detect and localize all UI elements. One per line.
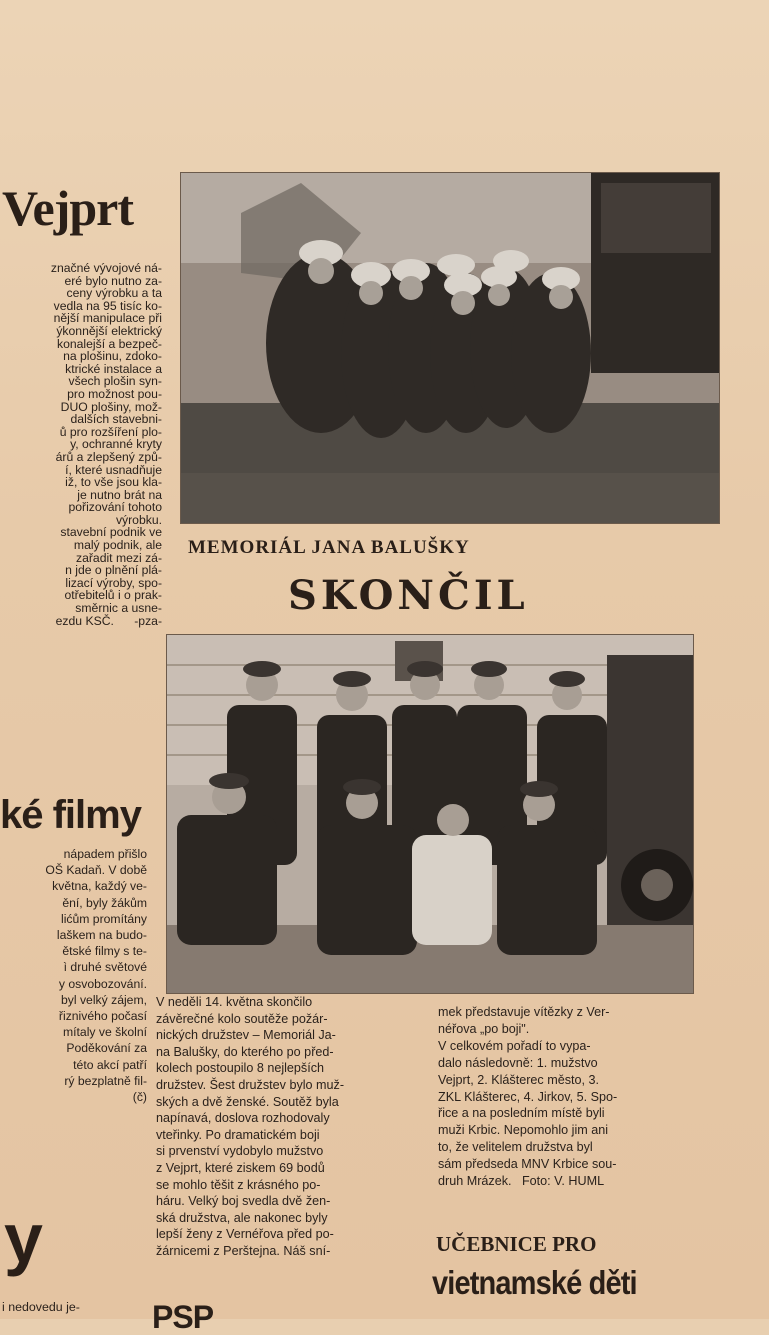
text-line: y osvobozování. xyxy=(58,976,147,991)
text-line: V celkovém pořadí to vypa- xyxy=(438,1038,591,1053)
text-line: y, ochranné kryty xyxy=(70,437,162,452)
text-line: rý bezplatně fil- xyxy=(64,1073,147,1088)
text-line: dalších stavebni- xyxy=(70,412,162,427)
article-kicker: MEMORIÁL JANA BALUŠKY xyxy=(188,537,470,558)
text-line: pořizování tohoto xyxy=(68,500,162,515)
text-line: výrobku. xyxy=(115,512,162,527)
article-column-2 xyxy=(438,1004,698,1190)
text-line: vedla na 95 tisíc ko- xyxy=(53,298,162,313)
text-line: V neděli 14. května skončilo xyxy=(156,995,313,1009)
text-line: stavební podnik ve xyxy=(60,525,162,540)
text-line: ì druhé světové xyxy=(63,960,147,975)
photo-firefighter-team xyxy=(166,634,694,994)
text-line: nických družstev – Memoriál Ja- xyxy=(156,1028,336,1043)
text-line: iž, to vše jsou kla- xyxy=(65,475,162,490)
text-line: druh Mrázek. Foto: V. HUML xyxy=(438,1174,605,1189)
text-line: řiznivého počasí xyxy=(58,1009,147,1024)
text-line: pro možnost pou- xyxy=(67,386,162,401)
text-line: n jde o plnění plá- xyxy=(65,563,162,578)
text-line: kolech postoupilo 8 nejlepších xyxy=(156,1061,325,1076)
text-line: na Balušky, do kterého po před- xyxy=(156,1044,334,1059)
text-line: ZKL Klášterec, 4. Jirkov, 5. Spo- xyxy=(438,1089,618,1104)
text-line: lićům promítány xyxy=(60,911,147,926)
text-line: lepší ženy z Vernéřova před po- xyxy=(156,1227,334,1242)
text-line: vteřinky. Po dramatickém boji xyxy=(156,1127,320,1142)
text-line: Vejprt, 2. Klášterec město, 3. xyxy=(438,1072,599,1087)
text-line: ceny výrobku a ta xyxy=(66,286,162,301)
text-line: ktrické instalace a xyxy=(65,361,162,376)
next-article-kicker: UČEBNICE PRO xyxy=(436,1232,597,1256)
text-line: si prvenství vydobylo mužstvo xyxy=(156,1144,324,1159)
left-second-title: ké filmy xyxy=(0,793,141,837)
text-line: eré bylo nutno za- xyxy=(64,273,162,288)
text-line: ezdu KSČ. -pza- xyxy=(55,613,162,628)
text-line: této akcí patří xyxy=(73,1057,147,1072)
left-second-text xyxy=(2,846,147,1105)
text-line: muži Krbic. Nepomohlo jim ani xyxy=(438,1123,609,1138)
photo-women-firefighters xyxy=(180,172,720,524)
text-line: sám předseda MNV Krbice sou- xyxy=(438,1157,617,1172)
text-line: ů pro rozšíření plo- xyxy=(59,424,162,439)
text-line: ýkonnější elektrický xyxy=(56,323,162,338)
text-line: otřebitelů i o prak- xyxy=(64,588,162,603)
text-line: žárnicemi z Perštejna. Náš sní- xyxy=(156,1243,331,1258)
article-headline: SKONČIL xyxy=(288,572,529,619)
text-line: nější manipulace při xyxy=(53,311,162,326)
text-line: je nutno brát na xyxy=(77,487,162,502)
text-line: néřova „po boji". xyxy=(438,1021,530,1036)
next-article-headline: vietnamské děti xyxy=(432,1264,637,1301)
text-line: dalo následovně: 1. mužstvo xyxy=(438,1055,598,1070)
text-line: mek představuje vítězky z Ver- xyxy=(438,1005,610,1019)
text-line: ění, byly žákům xyxy=(62,895,147,910)
photo2-drawing xyxy=(167,635,693,993)
text-line: háru. Velký boj svedla dvě žen- xyxy=(156,1194,331,1209)
text-line: směrnic a usne- xyxy=(75,601,162,616)
text-line: řice a na posledním místě byli xyxy=(438,1106,605,1121)
text-line: ských a dvě ženské. Soutěž byla xyxy=(156,1094,339,1109)
text-line: ská družstva, ale nakonec byly xyxy=(156,1210,328,1225)
text-line: značné vývojové ná- xyxy=(50,261,162,275)
text-line: í, které usnadňuje xyxy=(65,462,162,477)
text-line: laškem na budo- xyxy=(56,928,147,943)
left-bottom-big: y xyxy=(4,1199,42,1277)
text-line: DUO plošiny, mož- xyxy=(60,399,162,414)
article-column-1 xyxy=(156,994,416,1260)
text-line: lizací výroby, spo- xyxy=(65,575,162,590)
text-line: OŠ Kadaň. V době xyxy=(45,863,147,878)
left-bottom-line: i nedovedu je- xyxy=(2,1300,80,1314)
text-line: z Vejprt, které ziskem 69 bodů xyxy=(156,1160,325,1175)
text-line: Poděkování za xyxy=(66,1041,147,1056)
left-title: Vejprt xyxy=(2,180,134,236)
text-line: května, každý ve- xyxy=(52,879,147,894)
text-line: (č) xyxy=(132,1090,147,1105)
text-line: mítaly ve školní xyxy=(63,1025,147,1040)
photo1-drawing xyxy=(181,173,719,523)
text-line: ětské filmy s te- xyxy=(62,944,147,959)
left-bottom-cut: PSP xyxy=(152,1299,214,1335)
text-line: konalejší a bezpeč- xyxy=(56,336,162,351)
text-line: napínavá, doslova rozhodovaly xyxy=(156,1111,330,1126)
left-article-text xyxy=(2,262,162,627)
text-line: družstev. Šest družstev bylo muž- xyxy=(156,1077,345,1092)
text-line: závěrečné kolo soutěže požár- xyxy=(156,1011,328,1026)
text-line: se mohlo těšit z krásného po- xyxy=(156,1177,321,1192)
text-line: všech plošin syn- xyxy=(68,374,162,389)
text-line: nápadem přišlo xyxy=(63,847,147,861)
text-line: zařadit mezi zá- xyxy=(75,550,162,565)
text-line: árů a zlepšený způ- xyxy=(55,449,162,464)
text-line: malý podnik, ale xyxy=(73,538,162,553)
text-line: to, že velitelem družstva byl xyxy=(438,1140,593,1155)
text-line: byl velký zájem, xyxy=(60,992,147,1007)
text-line: na plošinu, zdoko- xyxy=(63,349,162,364)
